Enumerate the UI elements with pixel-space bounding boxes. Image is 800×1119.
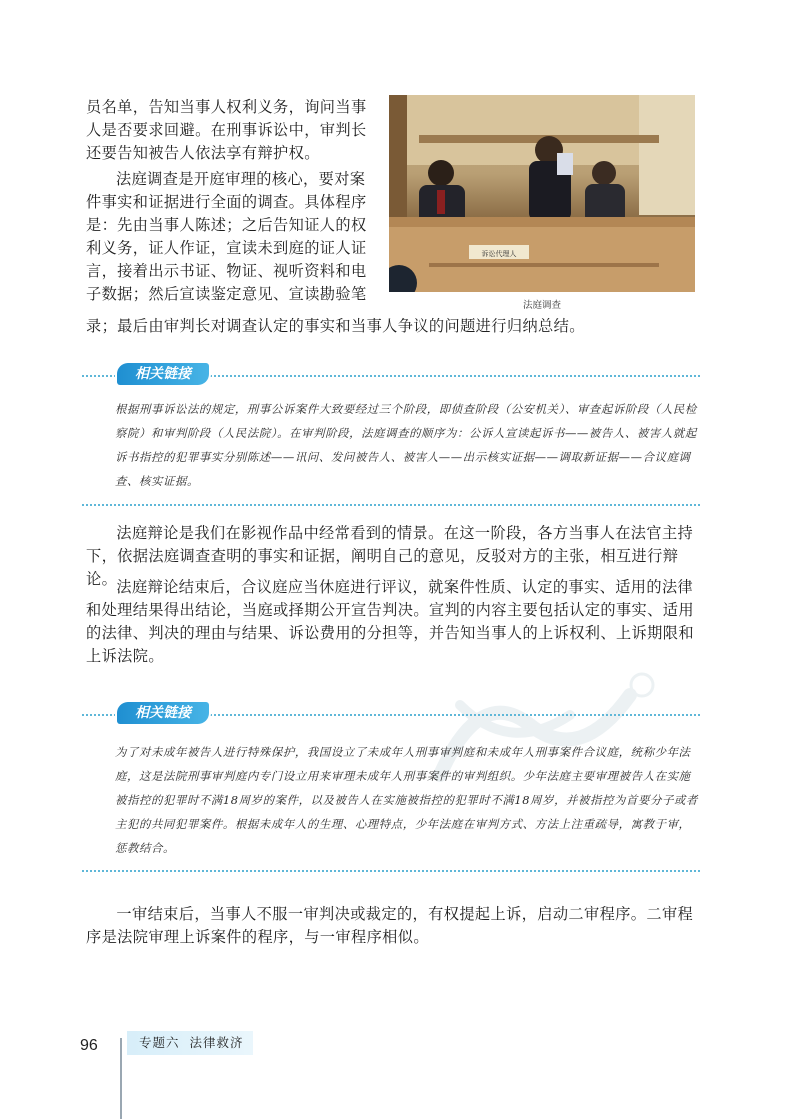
paragraph-4 [86, 576, 706, 668]
text-line: 言，接着出示书证、物证、视听资料和电 [86, 262, 367, 280]
paragraph-1 [86, 96, 386, 165]
topic-title: 法律救济 [189, 1035, 244, 1050]
text-line: 还要告知被告人依法享有辩护权。 [86, 144, 320, 162]
related-link-box-2 [82, 702, 700, 877]
paragraph-4-text: 法庭辩论结束后，合议庭应当休庭进行评议，就案件性质、认定的事实、适用的法律和处理结果得出结论，当庭或择期公开宣告判决。宣判的内容主要包括认定的事实、适用的法律、判决的理由与结果、诉讼费用的分担等，并告知当事人的上诉权利、上诉期限和上诉法院。 [86, 578, 694, 665]
topic-label: 专题六 [139, 1035, 180, 1050]
related-link-text: 根据刑事诉讼法的规定，刑事公诉案件大致要经过三个阶段，即侦查阶段（公安机关）、审查起诉阶段（人民检察院）和审判阶段（人民法院）。在审判阶段，法庭调查的顺序为：公诉人宣读起诉书——被告人、被害人就起诉书指控的犯罪事实分别陈述——讯问、发问被告人、被害人——出示核实证据——调取新证据——合议庭调查、核实证据。 [115, 402, 697, 488]
text-line: 件事实和证据进行全面的调查。具体程序 [86, 193, 367, 211]
dotted-divider [82, 870, 700, 872]
related-link-box-1 [82, 363, 700, 508]
paragraph-2-last-line: 录；最后由审判长对调查认定的事实和当事人争议的问题进行归纳总结。 [86, 317, 585, 335]
text-line: 子数据；然后宣读鉴定意见、宣读勘验笔 [86, 285, 367, 303]
text-line: 法庭调查是开庭审理的核心，要对案 [116, 170, 366, 188]
paragraph-2 [86, 168, 386, 306]
text-line: 是：先由当事人陈述；之后告知证人的权 [86, 216, 367, 234]
chapter-tab [127, 1031, 253, 1055]
page-number: 96 [80, 1037, 98, 1054]
courtroom-illustration [389, 95, 695, 292]
courtroom-photo [389, 95, 695, 292]
dotted-divider [82, 504, 700, 506]
text-line: 员名单，告知当事人权利义务，询问当事 [86, 98, 367, 116]
related-link-text: 为了对未成年被告人进行特殊保护，我国设立了未成年人刑事审判庭和未成年人刑事案件合议庭，统称少年法庭，这是法院刑事审判庭内专门设立用来审理未成年人刑事案件的审判组织。少年法庭主要审理被告人在实施被指控的犯罪时不满18周岁的案件，以及被告人在实施被指控的犯罪时不满18周岁，并被指控为首要分子或者主犯的共同犯罪案件。根据未成年人的生理、心理特点，少年法庭在审判方式、方法上注重疏导，寓教于审，惩教结合。 [115, 745, 698, 855]
photo-caption: 法庭调查 [522, 300, 561, 311]
text-line: 利义务，证人作证，宣读未到庭的证人证 [86, 239, 367, 257]
text-line: 人是否要求回避。在刑事诉讼中，审判长 [86, 121, 367, 139]
related-link-badge: 相关链接 [117, 363, 209, 385]
margin-rule [120, 1038, 122, 1119]
intro-paragraph-column [86, 96, 386, 306]
nameplate-text: 诉讼代理人 [481, 250, 517, 258]
related-link-badge: 相关链接 [117, 702, 209, 724]
paragraph-5 [86, 903, 706, 949]
paragraph-3-text: 法庭辩论是我们在影视作品中经常看到的情景。在这一阶段，各方当事人在法官主持下，依据法庭调查查明的事实和证据，阐明自己的意见，反驳对方的主张，相互进行辩论。 [86, 524, 694, 588]
paragraph-5-text: 一审结束后，当事人不服一审判决或裁定的，有权提起上诉，启动二审程序。二审程序是法院审理上诉案件的程序，与一审程序相似。 [86, 905, 694, 946]
